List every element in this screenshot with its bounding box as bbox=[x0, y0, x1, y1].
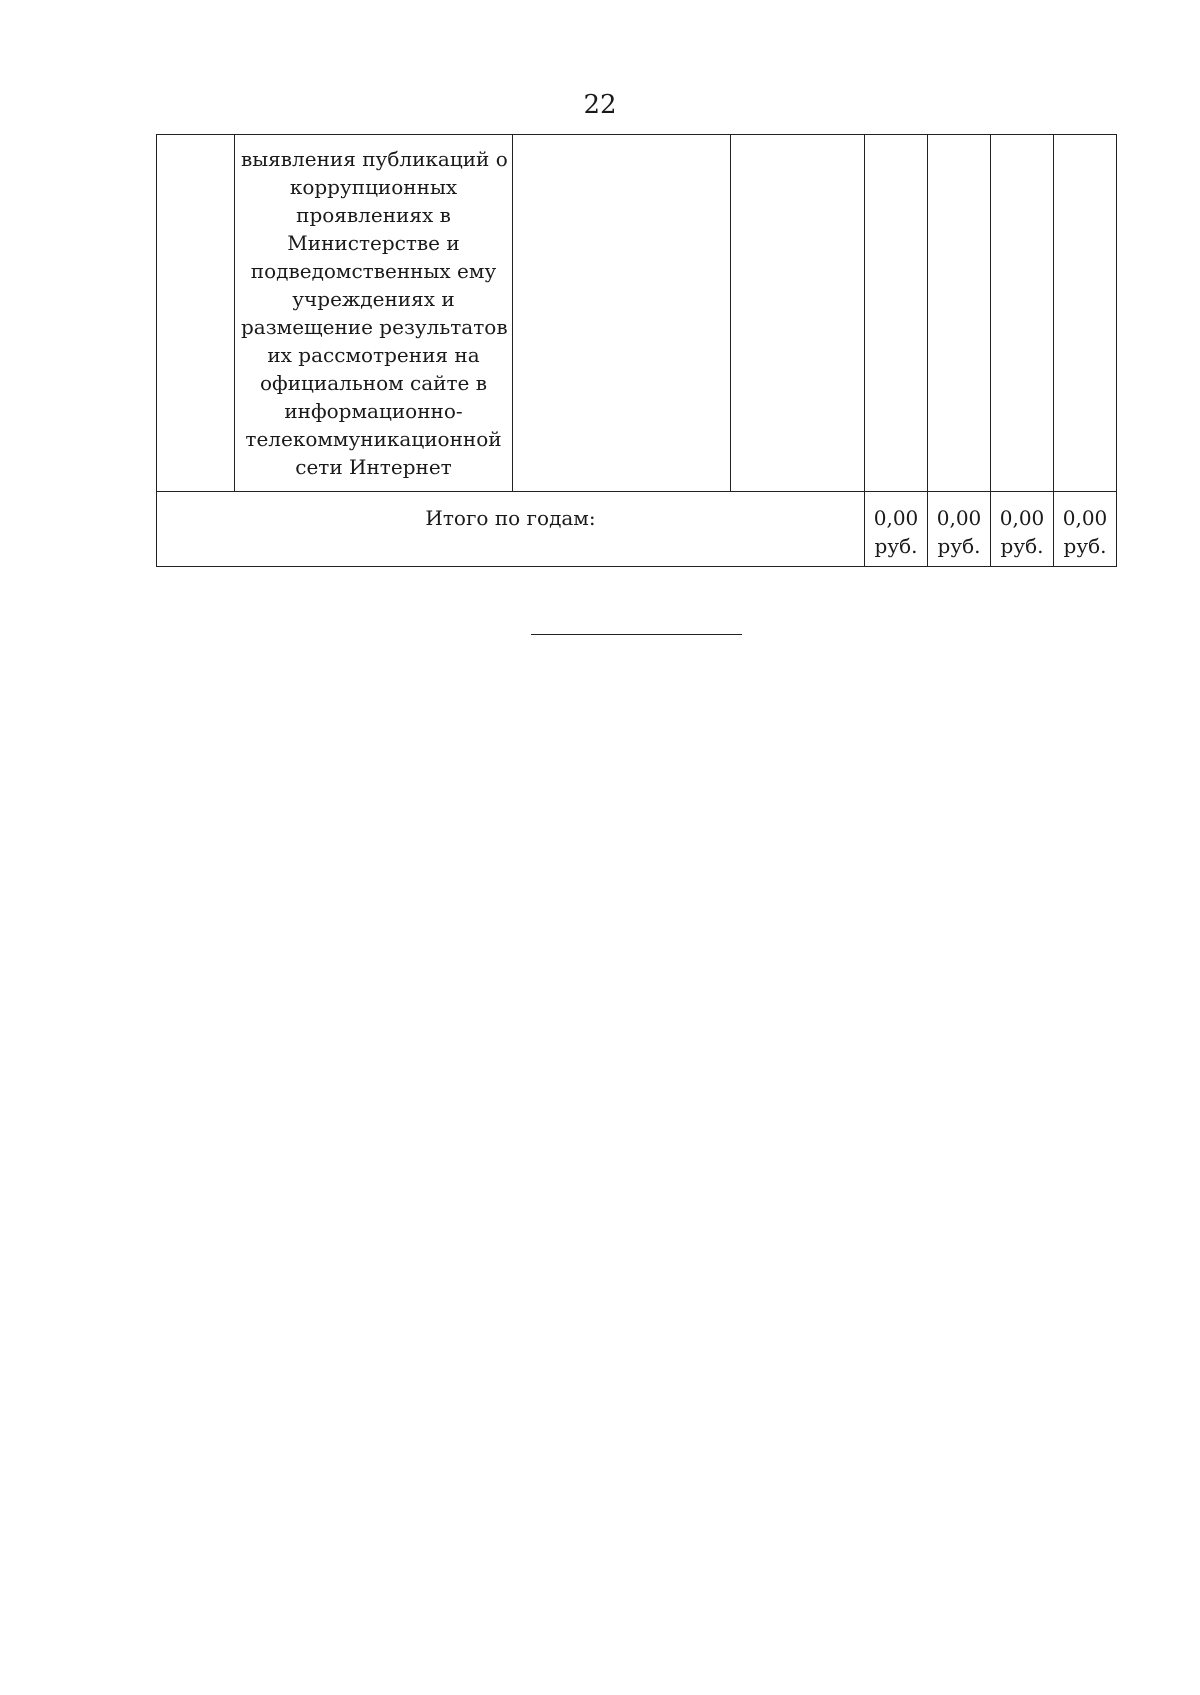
total-value-cell bbox=[928, 492, 991, 567]
total-value-cell bbox=[1054, 492, 1117, 567]
total-unit: руб. bbox=[874, 534, 918, 558]
description-line: информационно- bbox=[284, 399, 463, 423]
total-unit: руб. bbox=[937, 534, 981, 558]
total-value-cell bbox=[865, 492, 928, 567]
budget-table bbox=[156, 134, 1117, 567]
year-cell bbox=[991, 135, 1054, 492]
total-label: Итого по годам: bbox=[157, 492, 865, 567]
table-row bbox=[157, 135, 1117, 492]
description-line: проявлениях в bbox=[296, 203, 451, 227]
totals-row bbox=[157, 492, 1117, 567]
description-line: телекоммуникационной bbox=[245, 427, 502, 451]
year-cell bbox=[865, 135, 928, 492]
end-divider bbox=[531, 634, 742, 635]
description-cell bbox=[235, 135, 513, 492]
description-line: размещение результатов bbox=[241, 315, 508, 339]
total-amount: 0,00 bbox=[936, 506, 982, 530]
total-amount: 0,00 bbox=[999, 506, 1045, 530]
total-unit: руб. bbox=[1000, 534, 1044, 558]
year-cell bbox=[928, 135, 991, 492]
description-line: коррупционных bbox=[289, 175, 458, 199]
total-amount: 0,00 bbox=[1062, 506, 1108, 530]
description-line: выявления публикаций о bbox=[241, 147, 508, 171]
description-line: сети Интернет bbox=[295, 455, 452, 479]
empty-cell bbox=[731, 135, 865, 492]
description-line: официальном сайте в bbox=[260, 371, 487, 395]
description-line: подведомственных ему bbox=[250, 259, 497, 283]
description-line: их рассмотрения на bbox=[267, 343, 480, 367]
year-cell bbox=[1054, 135, 1117, 492]
total-amount: 0,00 bbox=[873, 506, 919, 530]
total-value-cell bbox=[991, 492, 1054, 567]
description-line: учреждениях и bbox=[292, 287, 455, 311]
number-cell bbox=[157, 135, 235, 492]
description-line: Министерстве и bbox=[287, 231, 460, 255]
total-unit: руб. bbox=[1063, 534, 1107, 558]
empty-cell bbox=[513, 135, 731, 492]
page-number: 22 bbox=[583, 90, 617, 120]
